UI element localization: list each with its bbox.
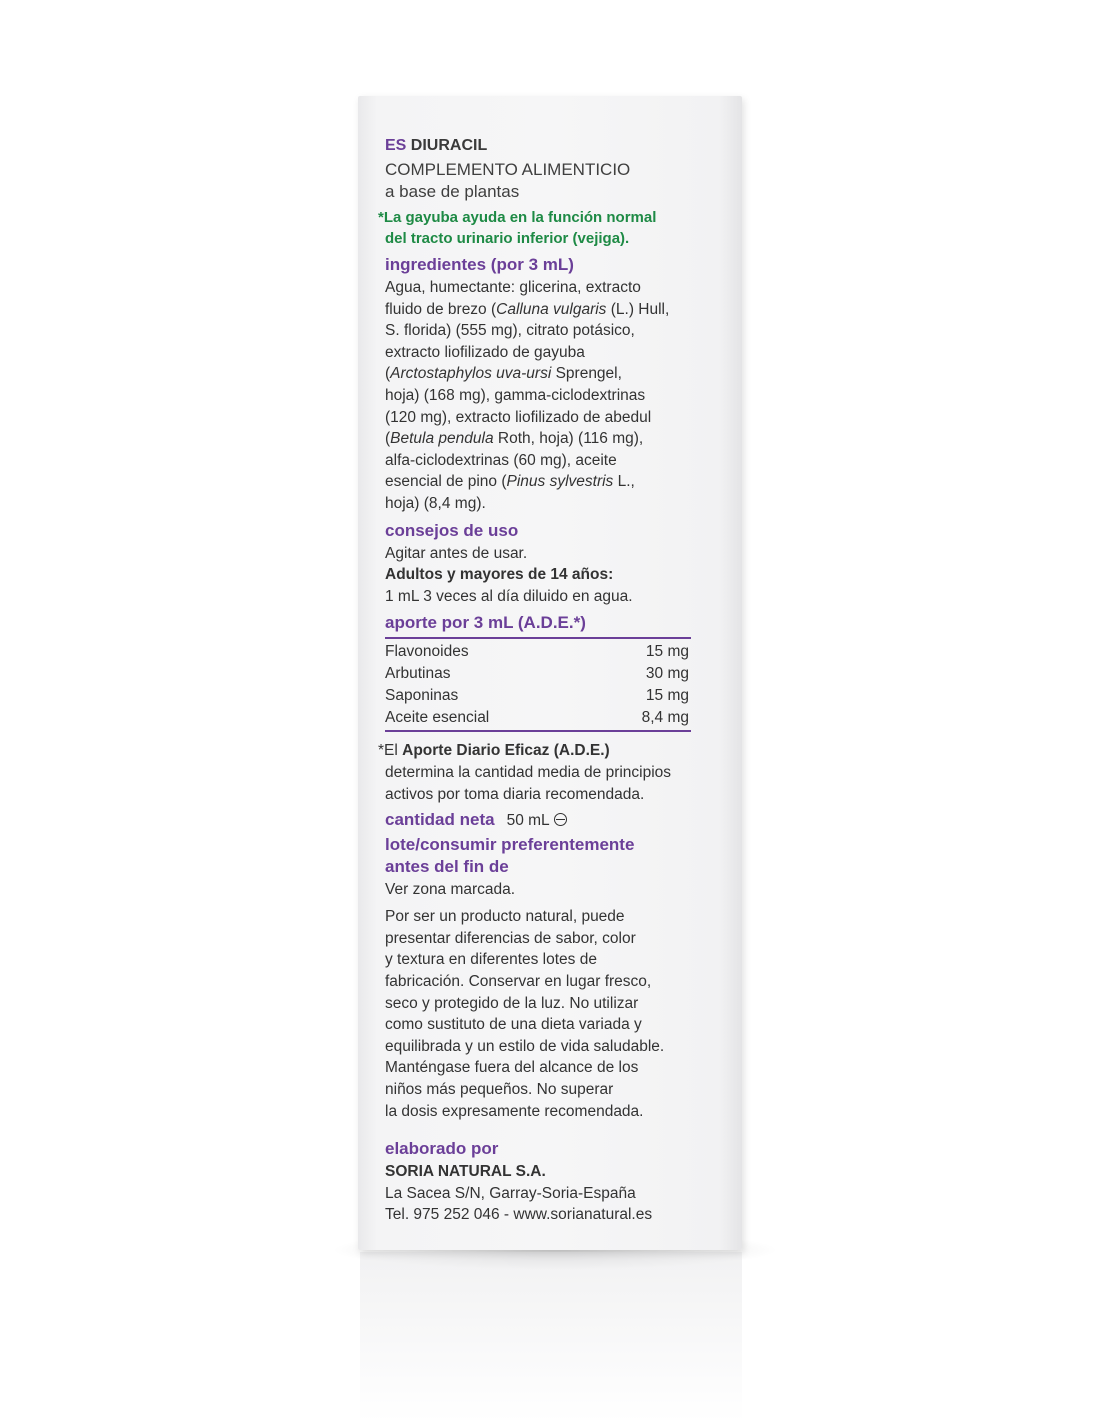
notice-line: Por ser un producto natural, puede: [385, 908, 625, 926]
lot-text: Ver zona marcada.: [385, 880, 516, 898]
ingredients-text: [385, 277, 715, 515]
lot-title-line-2: antes del fin de: [385, 856, 509, 876]
ingredients-line: esencial de pino (Pinus sylvestris L.,: [385, 473, 635, 491]
ingredients-line: hoja) (8,4 mg).: [385, 494, 486, 512]
row-name: Aceite esencial: [385, 709, 490, 727]
ingredients-line: alfa-ciclodextrinas (60 mg), aceite: [385, 451, 617, 469]
ingredients-line: Agua, humectante: glicerina, extracto: [385, 279, 641, 296]
row-value: 15 mg: [645, 687, 689, 705]
notice-text: [385, 906, 715, 1122]
notice-line: equilibrada y un estilo de vida saludable.: [385, 1037, 665, 1055]
notice-line: la dosis expresamente recomendada.: [385, 1102, 644, 1120]
ingredients-line: (Betula pendula Roth, hoja) (116 mg),: [385, 430, 644, 448]
footnote-bold: Aporte Diario Eficaz (A.D.E.): [402, 742, 610, 760]
maker-title: elaborado por: [385, 1139, 499, 1159]
row-name: Flavonoides: [385, 643, 469, 661]
notice-line: niños más pequeños. No superar: [385, 1081, 614, 1099]
maker-contact: Tel. 975 252 046 - www.sorianatural.es: [385, 1206, 653, 1224]
notice-line: Manténgase fuera del alcance de los: [385, 1059, 639, 1077]
net-value: 50 mL: [506, 812, 550, 830]
notice-line: y textura en diferentes lotes de: [385, 951, 597, 969]
contribution-title: aporte por 3 mL (A.D.E.*): [385, 613, 586, 633]
footnote-prefix: *El: [378, 742, 403, 760]
usage-line-3: 1 mL 3 veces al día diluido en agua.: [385, 587, 633, 605]
contribution-table: [385, 637, 691, 732]
lot-title-line-1: lote/consumir preferentemente: [385, 834, 635, 854]
product-name: DIURACIL: [410, 137, 488, 154]
ingredients-title: ingredientes (por 3 mL): [385, 255, 574, 274]
table-row: [385, 685, 691, 707]
row-value: 15 mg: [645, 643, 689, 661]
net-title: cantidad neta: [385, 810, 495, 830]
ingredients-line: (Arctostaphylos uva-ursi Sprengel,: [385, 365, 622, 383]
row-name: Arbutinas: [385, 665, 451, 683]
notice-line: seco y protegido de la luz. No utilizar: [385, 994, 639, 1012]
subtitle-line-1: COMPLEMENTO ALIMENTICIO: [385, 160, 631, 179]
usage-line-1: Agitar antes de usar.: [385, 544, 528, 562]
footnote-line-3: activos por toma diaria recomendada.: [385, 785, 645, 803]
ingredients-line: hoja) (168 mg), gamma-ciclodextrinas: [385, 386, 646, 404]
table-row: [385, 641, 691, 663]
notice-line: como sustituto de una dieta variada y: [385, 1016, 642, 1034]
brand-heading: [385, 135, 715, 157]
maker-address: La Sacea S/N, Garray-Soria-España: [385, 1184, 636, 1202]
usage-line-2: Adultos y mayores de 14 años:: [385, 566, 614, 584]
net-quantity: [385, 809, 715, 832]
table-row: [385, 663, 691, 685]
label-content: [378, 135, 715, 1226]
claim-line-2: del tracto urinario inferior (vejiga).: [385, 230, 630, 247]
ingredients-line: S. florida) (555 mg), citrato potásico,: [385, 322, 635, 340]
ade-footnote: [378, 740, 715, 805]
ingredients-line: extracto liofilizado de gayuba: [385, 343, 585, 361]
table-row: [385, 707, 691, 729]
health-claim: [378, 207, 715, 249]
row-value: 8,4 mg: [641, 709, 689, 727]
row-name: Saponinas: [385, 687, 459, 705]
footnote-line-2: determina la cantidad media de principios: [385, 763, 672, 781]
notice-line: fabricación. Conservar en lugar fresco,: [385, 973, 652, 991]
language-code: ES: [385, 137, 407, 154]
usage-title: consejos de uso: [385, 520, 519, 540]
claim-line-1: *La gayuba ayuda en la función normal: [378, 209, 657, 226]
subtitle-line-2: a base de plantas: [385, 182, 520, 201]
row-value: 30 mg: [645, 665, 689, 683]
box-reflection: [360, 1252, 742, 1422]
ingredients-line: fluido de brezo (Calluna vulgaris (L.) Hull,: [385, 300, 670, 318]
notice-line: presentar diferencias de sabor, color: [385, 929, 636, 947]
estimated-sign-icon: [554, 813, 567, 826]
maker-name: SORIA NATURAL S.A.: [385, 1163, 546, 1181]
ingredients-line: (120 mg), extracto liofilizado de abedul: [385, 408, 652, 426]
